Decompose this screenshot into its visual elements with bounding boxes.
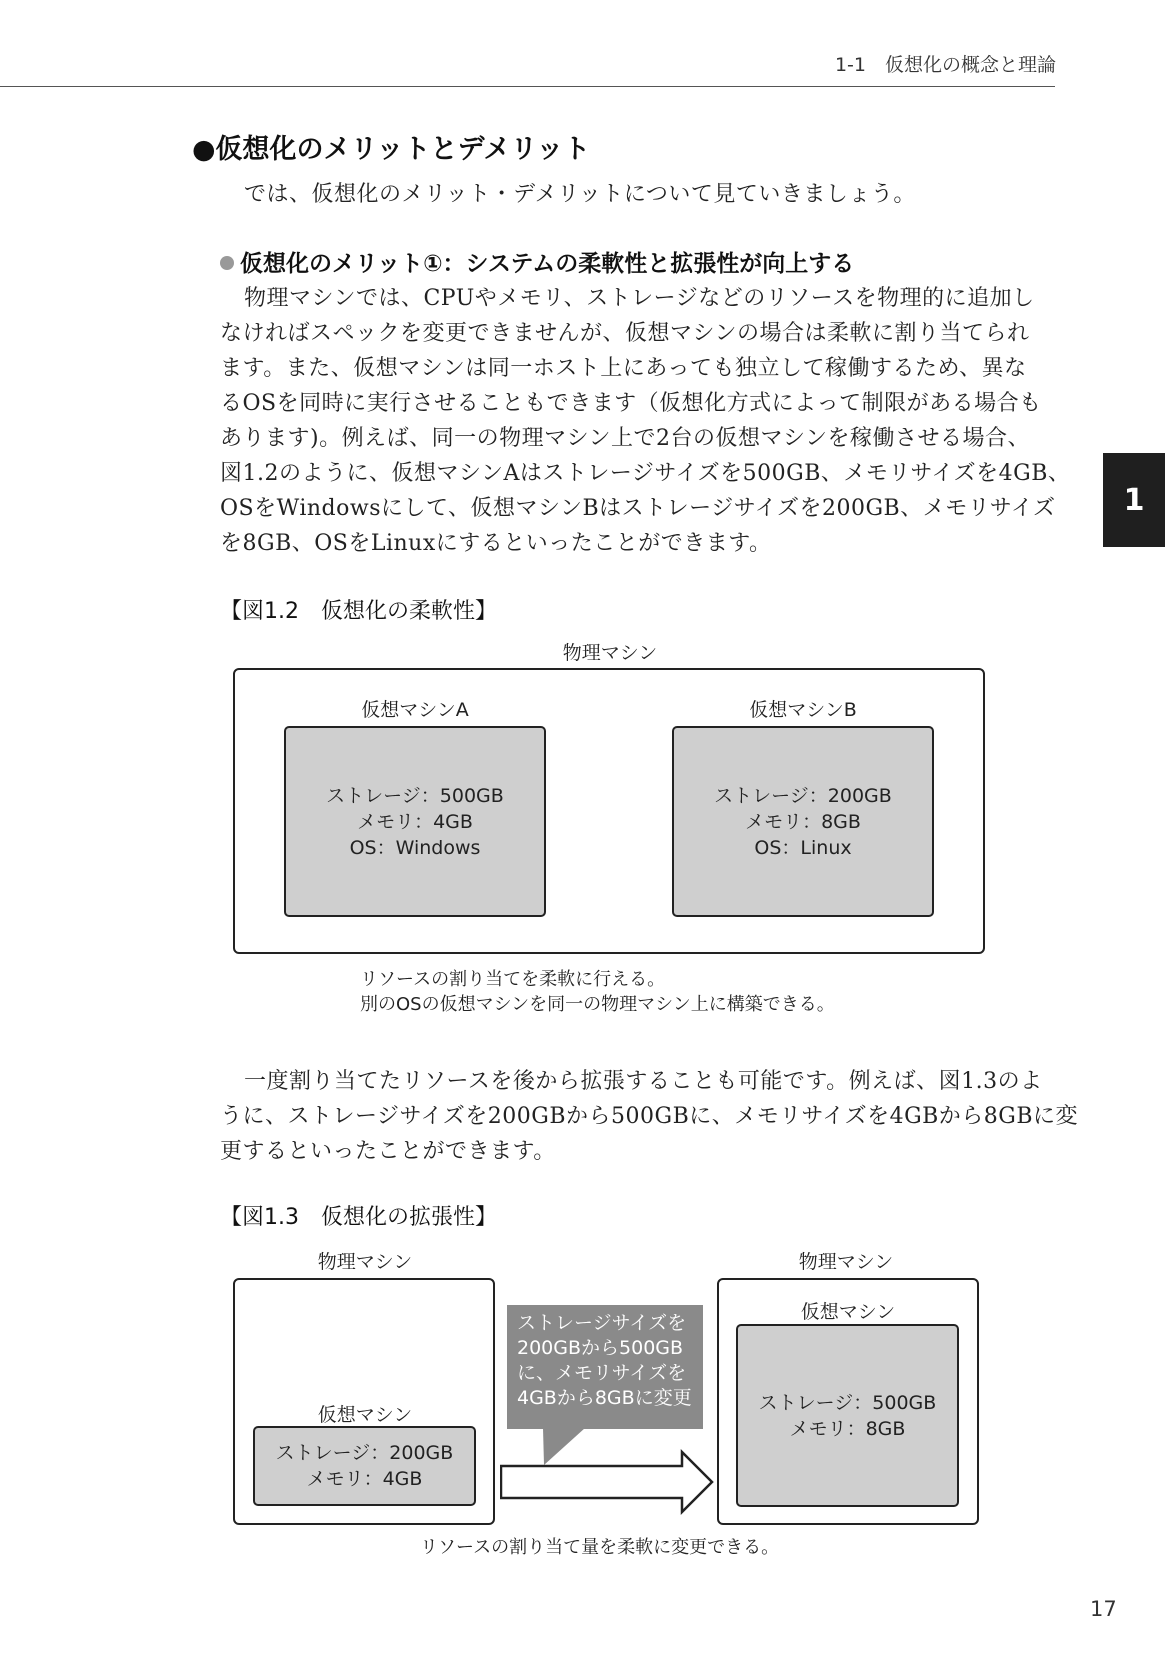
- callout-pointer-icon: [543, 1428, 585, 1465]
- callout-line: 4GBから8GBに変更: [517, 1387, 692, 1409]
- left-vm-memory: メモリ：4GB: [306, 1468, 423, 1490]
- fig12-vm-a-label: 仮想マシンA: [361, 699, 469, 721]
- para1-line: るOSを同時に実行させることもできます（仮想化方式によって制限がある場合も: [220, 391, 1042, 416]
- subsection-title-text: 仮想化のメリット①：システムの柔軟性と拡張性が向上する: [240, 251, 855, 277]
- para2-line: うに、ストレージサイズを200GBから500GBに、メモリサイズを4GBから8GBに変: [220, 1104, 1079, 1129]
- section-intro: では、仮想化のメリット・デメリットについて見ていきましょう。: [244, 182, 916, 207]
- vm-a-memory: メモリ：4GB: [357, 810, 473, 833]
- left-vm-storage: ストレージ：200GB: [275, 1442, 454, 1464]
- para1-line: 物理マシンでは、CPUやメモリ、ストレージなどのリソースを物理的に追加し: [244, 286, 1035, 311]
- vm-a-storage: ストレージ：500GB: [326, 784, 504, 807]
- para1-line: 図1.2のように、仮想マシンAはストレージサイズを500GB、メモリサイズを4GB、: [220, 461, 1071, 486]
- vm-b-storage: ストレージ：200GB: [714, 784, 892, 807]
- para1-line: あります)。例えば、同一の物理マシン上で2台の仮想マシンを稼働させる場合、: [220, 426, 1030, 451]
- fig12-physical-label: 物理マシン: [562, 642, 658, 664]
- vm-a-os: OS：Windows: [349, 836, 481, 859]
- running-head: 1-1 仮想化の概念と理論: [834, 54, 1056, 76]
- chapter-tab: 1: [1103, 453, 1165, 547]
- header-rule: [0, 86, 1055, 87]
- fig13-left-vm-box: [253, 1426, 476, 1506]
- fig13-right-physical-label: 物理マシン: [798, 1251, 894, 1273]
- para1-line: OSをWindowsにして、仮想マシンBはストレージサイズを200GB、メモリサイズ: [220, 496, 1056, 521]
- fig13-arrow-graphic: [500, 1420, 720, 1520]
- fig13-note: リソースの割り当て量を柔軟に変更できる。: [420, 1537, 780, 1558]
- callout-line: に、メモリサイズを: [517, 1362, 687, 1384]
- fig13-right-vm-box: [736, 1324, 959, 1507]
- right-vm-memory: メモリ：8GB: [789, 1417, 906, 1440]
- vm-b-os: OS：Linux: [754, 836, 852, 859]
- callout-line: ストレージサイズを: [517, 1312, 687, 1334]
- vm-b-memory: メモリ：8GB: [745, 810, 861, 833]
- para2-line: 更するといったことができます。: [220, 1139, 556, 1164]
- fig12-note: リソースの割り当てを柔軟に行える。: [360, 969, 666, 990]
- para2-line: 一度割り当てたリソースを後から拡張することも可能です。例えば、図1.3のよ: [244, 1069, 1043, 1094]
- fig12-vm-b-box: [672, 726, 934, 917]
- bullet-dot-icon: [220, 256, 234, 270]
- fig12-note: 別のOSの仮想マシンを同一の物理マシン上に構築できる。: [360, 994, 835, 1015]
- right-vm-storage: ストレージ：500GB: [758, 1391, 937, 1414]
- fig12-vm-b-label: 仮想マシンB: [749, 699, 857, 721]
- page-number: 17: [1090, 1597, 1117, 1621]
- fig13-right-vm-label: 仮想マシン: [800, 1301, 896, 1323]
- fig13-callout: [507, 1305, 703, 1429]
- section-title: ●仮想化のメリットとデメリット: [192, 134, 591, 165]
- fig13-left-physical-label: 物理マシン: [317, 1251, 413, 1273]
- fig12-vm-a-box: [284, 726, 546, 917]
- para1-line: ます。また、仮想マシンは同一ホスト上にあっても独立して稼働するため、異な: [220, 356, 1027, 381]
- fig13-left-vm-label: 仮想マシン: [317, 1404, 413, 1426]
- subsection-title: [220, 245, 854, 278]
- expand-arrow-icon: [501, 1452, 712, 1512]
- fig13-title: 【図1.3 仮想化の拡張性】: [220, 1205, 497, 1230]
- callout-line: 200GBから500GB: [517, 1337, 684, 1359]
- para1-line: を8GB、OSをLinuxにするといったことができます。: [220, 531, 772, 556]
- fig12-title: 【図1.2 仮想化の柔軟性】: [220, 599, 497, 624]
- para1-line: なければスペックを変更できませんが、仮想マシンの場合は柔軟に割り当てられ: [220, 321, 1030, 346]
